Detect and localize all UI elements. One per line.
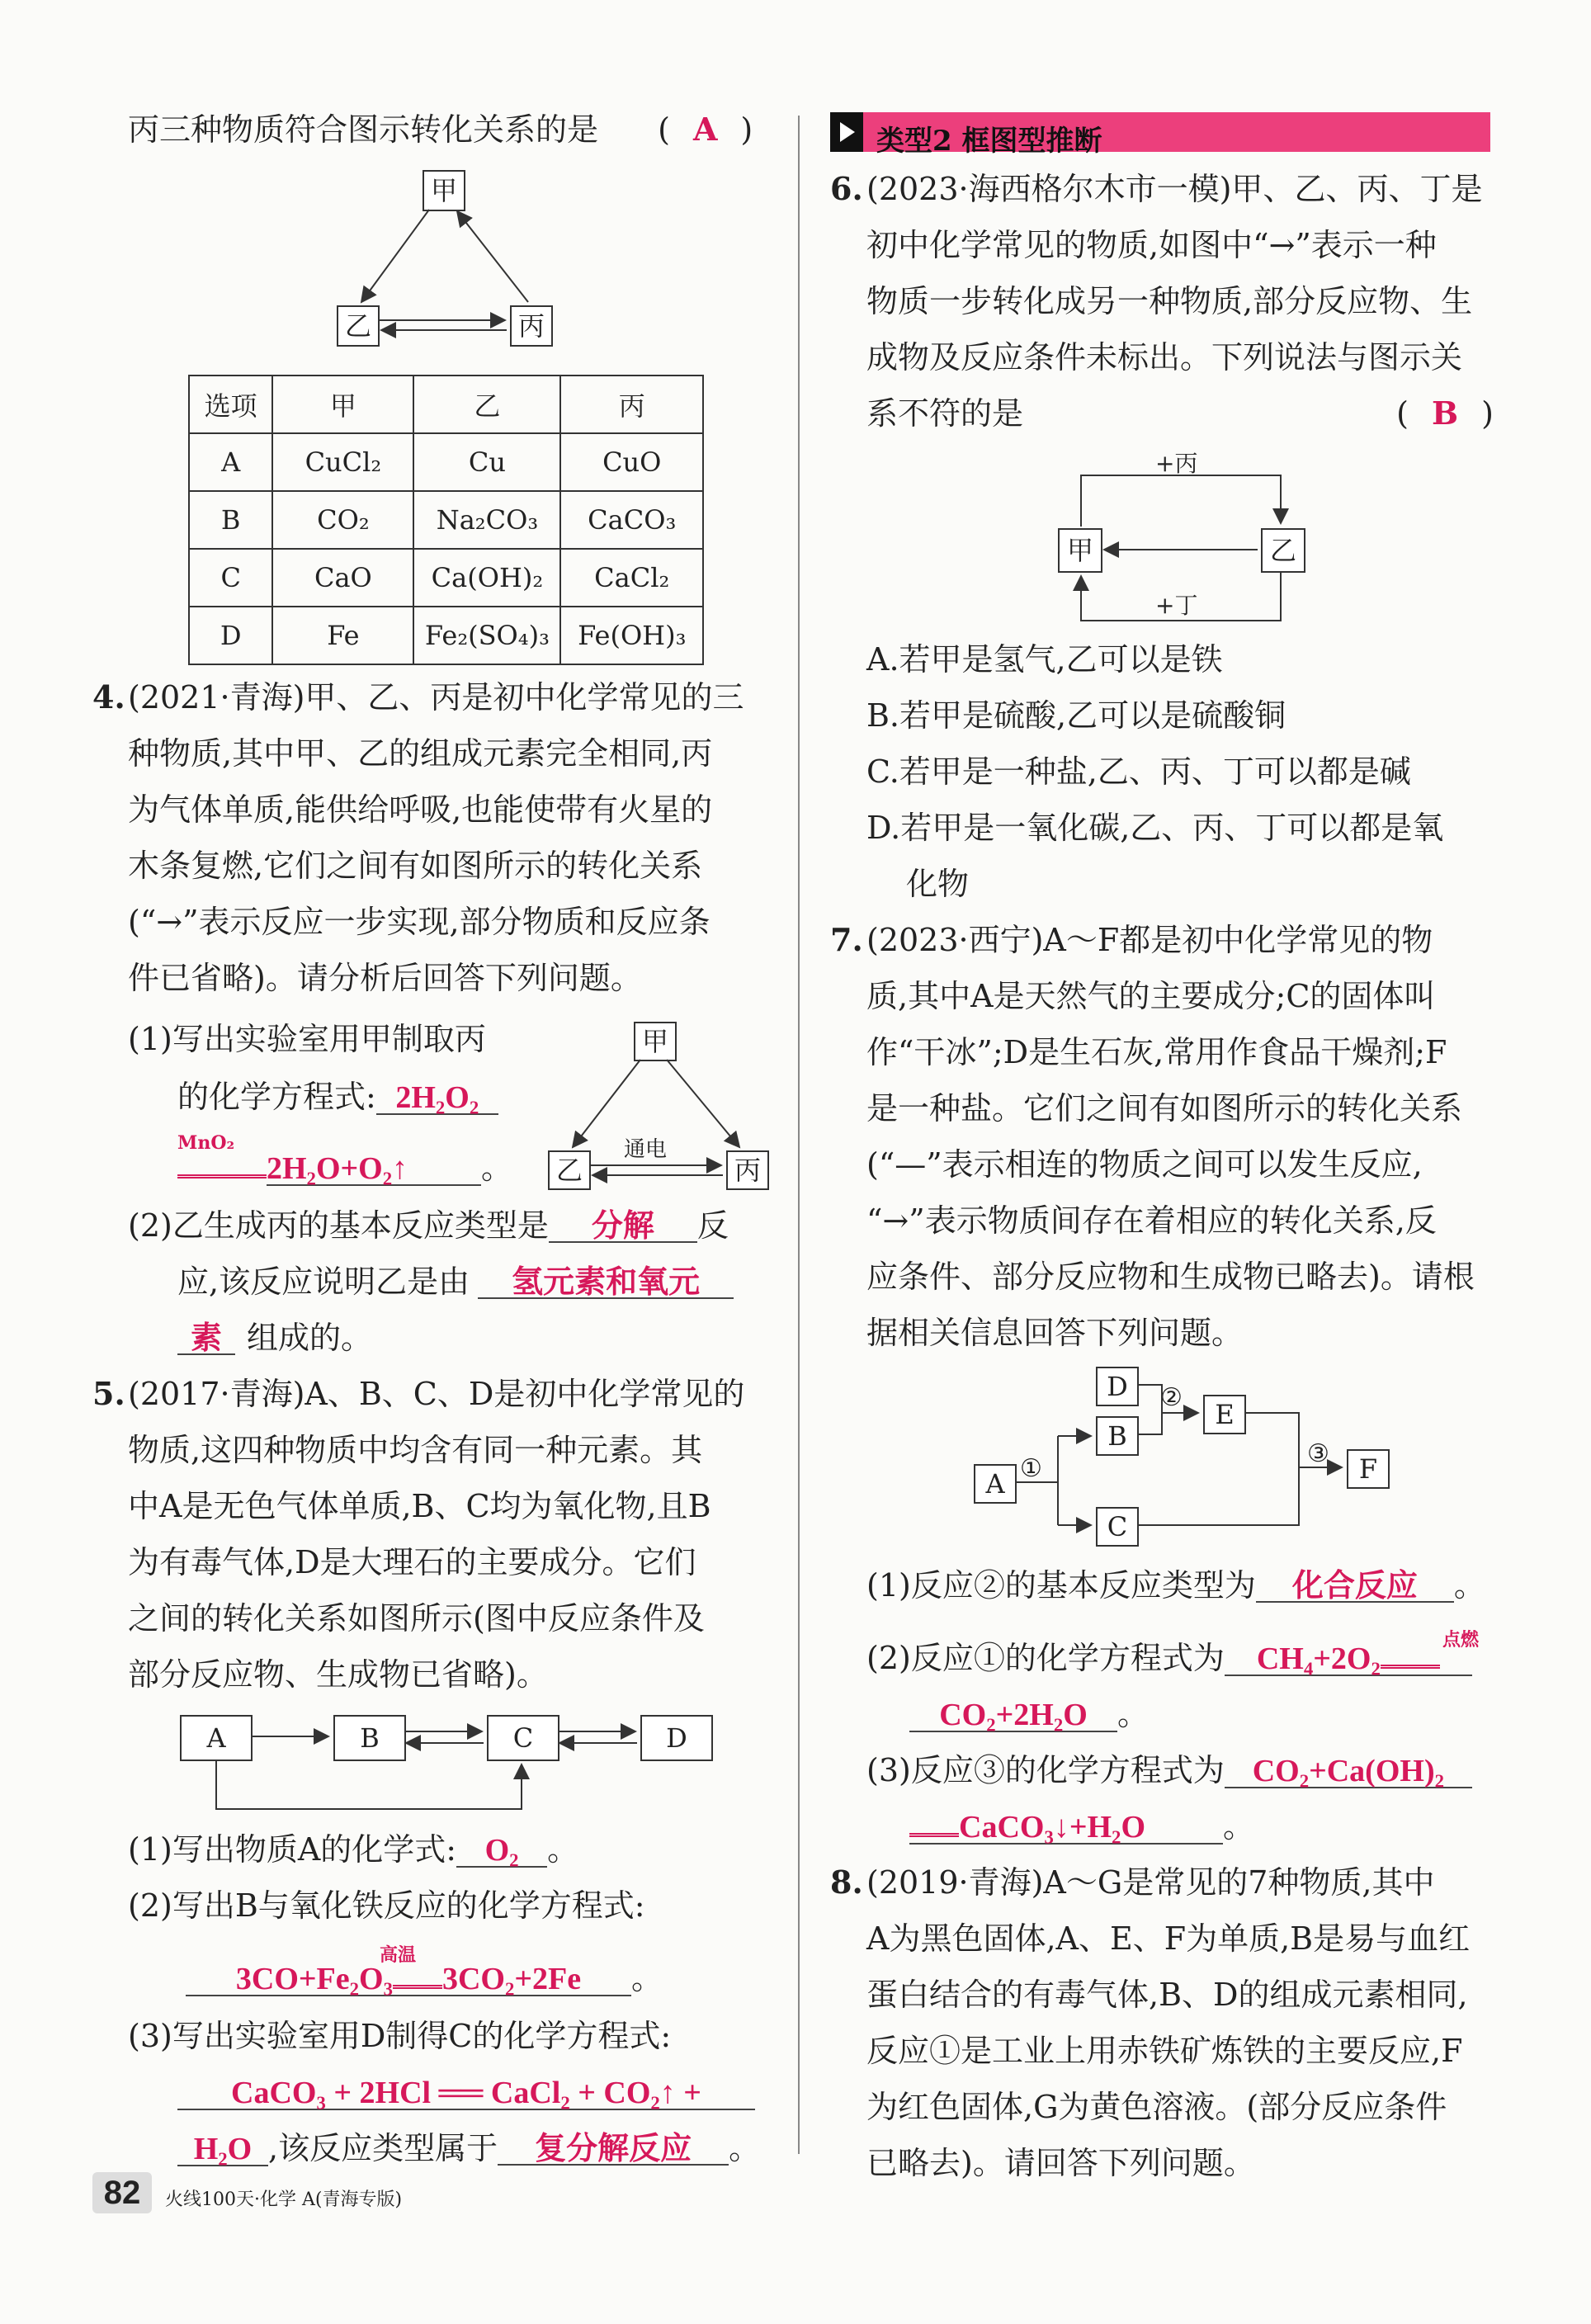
- equals-sign: [909, 1823, 959, 1837]
- table-cell: CuO: [560, 433, 703, 491]
- table-row: [189, 433, 703, 491]
- table-cell: CuCl₂: [272, 433, 413, 491]
- q5-line: 物质,这四种物质中均含有同一种元素。其: [128, 1432, 703, 1468]
- q5-line: 中A是无色气体单质,B、C均为氧化物,且B: [128, 1488, 711, 1524]
- q4-diagram-label: 通电: [624, 1137, 668, 1162]
- q7-part2: (2)反应①的化学方程式为 CH₄+2O₂: [866, 1642, 1472, 1676]
- q7-node-f: F: [1347, 1449, 1390, 1489]
- q7-part2-cond: 点燃: [1442, 1629, 1480, 1651]
- q7-label-3: ③: [1307, 1439, 1329, 1468]
- q8-line: (2019·青海)A～G是常见的7种物质,其中: [866, 1864, 1435, 1901]
- equals-sign: [177, 1163, 267, 1179]
- q7-node-a: A: [974, 1464, 1017, 1504]
- q8-line: 已略去)。请回答下列问题。: [866, 2145, 1255, 2181]
- q6-option-a: A.若甲是氢气,乙可以是铁: [866, 641, 1223, 678]
- q4-node-jia: 甲: [634, 1022, 677, 1061]
- q7-line: (“—”表示相连的物质之间可以发生反应,: [866, 1146, 1423, 1183]
- q5-line: 为有毒气体,D是大理石的主要成分。它们: [128, 1544, 696, 1580]
- q4-line: 件已省略)。请分析后回答下列问题。: [128, 960, 642, 996]
- q4-node-bing: 丙: [726, 1150, 769, 1190]
- q4-line: (“→”表示反应一步实现,部分物质和反应条: [128, 904, 711, 940]
- q4-part2-answer-3: 素: [177, 1322, 235, 1355]
- q7-line: 质,其中A是天然气的主要成分;C的固体叫: [866, 978, 1436, 1014]
- q5-part1: (1)写出物质A的化学式: O₂ 。: [128, 1831, 579, 1868]
- table-cell: C: [189, 549, 272, 607]
- q5-number: 5.: [92, 1375, 125, 1412]
- q8-line: A为黑色固体,A、E、F为单质,B是易与血红: [866, 1920, 1471, 1957]
- table-cell: Cu: [413, 433, 560, 491]
- q5-line: (2017·青海)A、B、C、D是初中化学常见的: [128, 1376, 745, 1412]
- q6-node-yi: 乙: [1261, 528, 1305, 573]
- equals-sign: [393, 1975, 442, 1989]
- q7-node-d: D: [1096, 1367, 1139, 1406]
- q6-option-d: D.若甲是一氧化碳,乙、丙、丁可以都是氧: [866, 810, 1444, 846]
- q4-part2-c: 应,该反应说明乙是由 氢元素和氧元: [177, 1266, 734, 1299]
- q5-part2-cond: 高温: [380, 1944, 417, 1966]
- q5-part1-answer: O₂: [456, 1835, 547, 1868]
- table-cell: CaO: [272, 549, 413, 607]
- q7-line: “→”表示物质间存在着相应的转化关系,反: [866, 1202, 1437, 1239]
- q5-node-a: A: [180, 1715, 253, 1761]
- q4-line: 木条复燃,它们之间有如图所示的转化关系: [128, 848, 703, 884]
- q5-part3: (3)写出实验室用D制得C的化学方程式:: [128, 2018, 672, 2054]
- q5-part3-eq: [177, 2076, 755, 2110]
- q4-part1-answer-2: 2H₂O+O₂↑: [267, 1153, 481, 1186]
- q6-option-b: B.若甲是硫酸,乙可以是硫酸铜: [866, 697, 1286, 734]
- table-cell: CaCl₂: [560, 549, 703, 607]
- q5-part2-answer: 3CO+Fe₂O₃ 3CO₂+2Fe: [186, 1963, 631, 1996]
- q4-part1-cond: MnO₂: [177, 1132, 235, 1154]
- q7-part1: (1)反应②的基本反应类型为 化合反应 。: [866, 1566, 1485, 1604]
- q3-node-yi: 乙: [337, 305, 380, 347]
- q4-line: (2021·青海)甲、乙、丙是初中化学常见的三: [128, 679, 744, 716]
- q4-part1-a: (1)写出实验室用甲制取丙: [128, 1021, 486, 1057]
- q4-part1-b: 的化学方程式: 2H₂O₂: [177, 1081, 498, 1115]
- table-cell: D: [189, 607, 272, 664]
- q5-node-d: D: [640, 1715, 713, 1761]
- q7-part2-cont: CO₂+2H₂O 。: [909, 1698, 1149, 1732]
- q6-option-c: C.若甲是一种盐,乙、丙、丁可以都是碱: [866, 753, 1411, 790]
- q8-line: 反应①是工业上用赤铁矿炼铁的主要反应,F: [866, 2033, 1463, 2069]
- q8-number: 8.: [830, 1863, 863, 1901]
- q8-line: 蛋白结合的有毒气体,B、D的组成元素相同,: [866, 1977, 1468, 2013]
- page-number: 82: [92, 2172, 152, 2213]
- q7-label-2: ②: [1160, 1383, 1183, 1412]
- table-cell: A: [189, 433, 272, 491]
- table-header: 乙: [413, 376, 560, 433]
- q6-node-jia: 甲: [1058, 528, 1102, 573]
- q6-line: 成物及反应条件未标出。下列说法与图示关: [866, 339, 1463, 376]
- table-cell: CO₂: [272, 491, 413, 549]
- q5-node-b: B: [333, 1715, 406, 1761]
- q7-line: 应条件、部分反应物和生成物已略去)。请根: [866, 1259, 1475, 1295]
- q7-part2-answer-a: CH₄+2O₂: [1225, 1643, 1472, 1676]
- q7-label-1: ①: [1020, 1454, 1042, 1483]
- table-cell: Fe₂(SO₄)₃: [413, 607, 560, 664]
- q6-option-d-cont: 化物: [906, 866, 970, 902]
- q4-line: 种物质,其中甲、乙的组成元素完全相同,丙: [128, 735, 713, 772]
- q4-part2-answer: 分解: [549, 1210, 697, 1243]
- q7-number: 7.: [830, 921, 863, 958]
- q7-line: 是一种盐。它们之间有如图所示的转化关系: [866, 1090, 1463, 1127]
- q7-part3: (3)反应③的化学方程式为 CO₂+Ca(OH)₂: [866, 1755, 1472, 1788]
- q4-number: 4.: [92, 678, 125, 716]
- q3-options-table: [188, 375, 704, 665]
- table-cell: Na₂CO₃: [413, 491, 560, 549]
- q8-line: 为红色固体,G为黄色溶液。(部分反应条件: [866, 2089, 1447, 2125]
- table-row: [189, 549, 703, 607]
- q5-part3-answer-b: H₂O: [177, 2133, 268, 2166]
- q7-lines: [0, 0, 1, 1]
- q7-node-b: B: [1096, 1416, 1139, 1456]
- q4-line: 为气体单质,能供给呼吸,也能使带有火星的: [128, 791, 713, 828]
- table-cell: Ca(OH)₂: [413, 549, 560, 607]
- equals-sign: [1381, 1655, 1440, 1669]
- q7-line: 据相关信息回答下列问题。: [866, 1315, 1244, 1351]
- column-divider: [798, 116, 800, 2154]
- q4-part2-d: 素 组成的。: [177, 1322, 372, 1355]
- q4-part1-answer-1: 2H₂O₂: [376, 1082, 498, 1115]
- q7-node-e: E: [1203, 1395, 1246, 1434]
- table-header: 甲: [272, 376, 413, 433]
- q4-node-yi: 乙: [548, 1150, 591, 1190]
- q6-line: 系不符的是 ( B ): [866, 394, 1494, 432]
- q7-part3-answer-b: CaCO₃↓+H₂O: [909, 1811, 1223, 1845]
- q6-label-bottom: +丁: [1155, 592, 1198, 619]
- q6-line: (2023·海西格尔木市一模)甲、乙、丙、丁是: [866, 171, 1483, 207]
- q6-label-top: +丙: [1155, 450, 1198, 477]
- q6-answer: B: [1431, 394, 1459, 432]
- q6-line: 初中化学常见的物质,如图中“→”表示一种: [866, 227, 1437, 263]
- q5-part2: (2)写出B与氧化铁反应的化学方程式:: [128, 1887, 645, 1924]
- q6-line: 物质一步转化成另一种物质,部分反应物、生: [866, 283, 1473, 319]
- q3-node-bing: 丙: [510, 305, 553, 347]
- q7-line: 作“干冰”;D是生石灰,常用作食品干燥剂;F: [866, 1034, 1447, 1070]
- q5-line: 部分反应物、生成物已省略)。: [128, 1656, 548, 1693]
- q5-part3-answer-c: 复分解反应: [498, 2133, 729, 2166]
- q7-node-c: C: [1096, 1507, 1139, 1547]
- table-cell: CaCO₃: [560, 491, 703, 549]
- q5-part2-eq: 3CO+Fe₂O₃ 3CO₂+2Fe 。: [186, 1963, 663, 1996]
- table-cell: Fe(OH)₃: [560, 607, 703, 664]
- table-row: [189, 491, 703, 549]
- q7-part3-answer-a: CO₂+Ca(OH)₂: [1225, 1755, 1472, 1788]
- section-banner: 类型2 框图型推断: [830, 112, 1490, 152]
- q3-node-jia: 甲: [423, 170, 465, 211]
- table-row: [189, 607, 703, 664]
- q7-part2-answer-b: CO₂+2H₂O: [909, 1699, 1117, 1732]
- table-header: 丙: [560, 376, 703, 433]
- q4-part2: (2)乙生成丙的基本反应类型是 分解 反: [128, 1207, 729, 1244]
- table-row: [189, 376, 703, 433]
- q6-number: 6.: [830, 170, 863, 207]
- table-cell: Fe: [272, 607, 413, 664]
- q3-answer: A: [692, 111, 718, 148]
- q4-part1-eq: 2H₂O+O₂↑ 。: [177, 1152, 512, 1186]
- q4-part2-answer-2: 氢元素和氧元: [478, 1266, 734, 1299]
- footer-text: 火线100天·化学 A(青海专版): [165, 2189, 403, 2210]
- q5-line: 之间的转化关系如图所示(图中反应条件及: [128, 1600, 705, 1637]
- q7-part3-cont: CaCO₃↓+H₂O 。: [909, 1811, 1254, 1845]
- q5-node-c: C: [487, 1715, 559, 1761]
- table-header: 选项: [189, 376, 272, 433]
- q5-part3-answer-a: CaCO₃ + 2HCl ══ CaCl₂ + CO₂↑ +: [177, 2077, 755, 2110]
- q7-part1-answer: 化合反应: [1256, 1570, 1454, 1603]
- q7-line: (2023·西宁)A～F都是初中化学常见的物: [866, 922, 1433, 958]
- play-icon: [830, 112, 863, 152]
- table-cell: B: [189, 491, 272, 549]
- q3-stem: 丙三种物质符合图示转化关系的是 ( A ): [128, 111, 753, 148]
- q5-part3-b: H₂O ,该反应类型属于 复分解反应 。: [177, 2133, 760, 2166]
